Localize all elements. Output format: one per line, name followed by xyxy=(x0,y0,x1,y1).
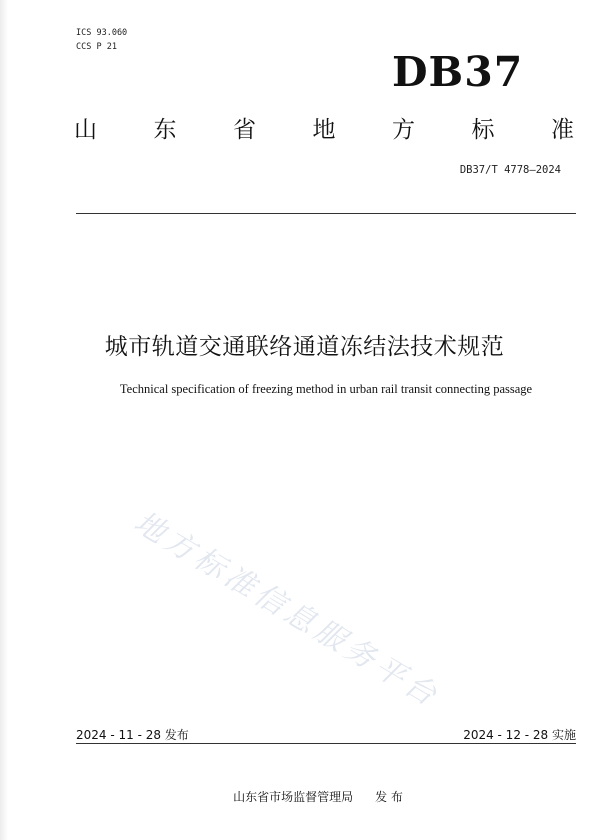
implementation-date: 2024 - 12 - 28 实施 xyxy=(463,728,576,742)
standard-type-char: 方 xyxy=(392,117,415,143)
publisher-line xyxy=(0,788,609,805)
standard-type-char: 准 xyxy=(551,117,574,143)
issue-date: 2024 - 11 - 28 发布 xyxy=(76,728,189,742)
db37-logo: DB37 xyxy=(392,48,524,96)
publisher-action: 发 布 xyxy=(375,790,403,804)
page-edge-shadow xyxy=(0,0,8,840)
top-divider xyxy=(76,213,576,214)
title-english: Technical specification of freezing method in urban rail transit connecting passage xyxy=(119,382,533,396)
bottom-divider xyxy=(76,743,576,744)
title-chinese: 城市轨道交通联络通道冻结法技术规范 xyxy=(104,334,505,360)
classification-codes xyxy=(76,26,127,54)
standard-type-char: 省 xyxy=(233,117,256,143)
standard-type-char: 山 xyxy=(74,117,97,143)
standard-type-char: 地 xyxy=(312,117,336,143)
publisher-org: 山东省市场监督管理局 xyxy=(233,790,354,804)
standard-type-heading xyxy=(74,115,574,145)
ics-code: ICS 93.060 xyxy=(76,28,128,38)
standard-type-char: 标 xyxy=(471,117,495,143)
ccs-code: CCS P 21 xyxy=(76,42,117,52)
watermark: 地方标准信息服务平台 xyxy=(127,504,446,716)
standard-number: DB37/T 4778—2024 xyxy=(459,164,561,176)
standard-type-char: 东 xyxy=(153,117,177,143)
